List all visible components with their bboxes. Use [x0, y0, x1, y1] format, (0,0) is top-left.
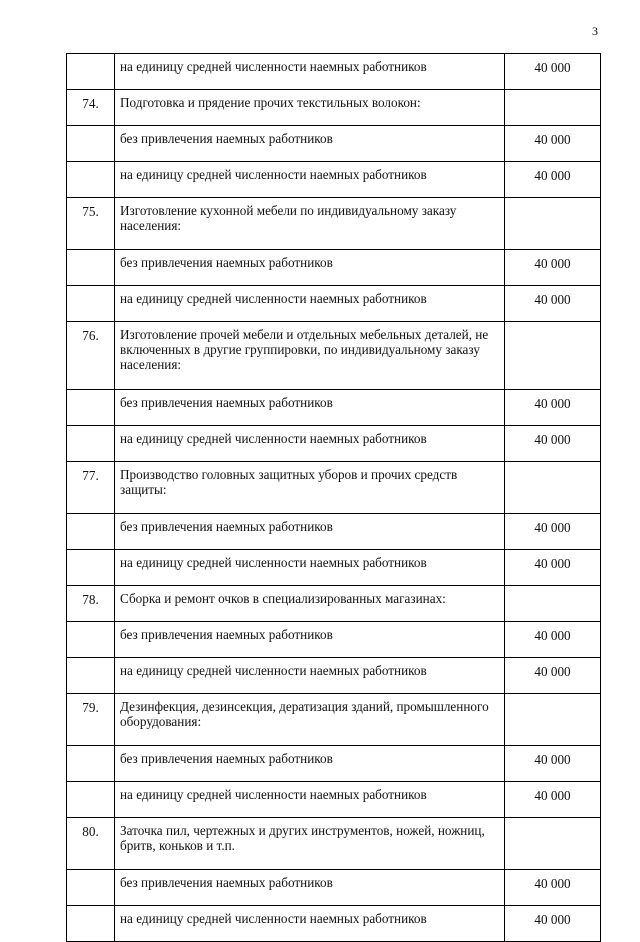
row-number: [67, 658, 115, 694]
row-value: [505, 322, 601, 390]
row-value: 40 000: [505, 622, 601, 658]
table-row: [67, 126, 601, 162]
row-description: на единицу средней численности наемных работников: [115, 54, 505, 90]
table-row: [67, 586, 601, 622]
row-description: без привлечения наемных работников: [115, 390, 505, 426]
row-number: [67, 870, 115, 906]
row-number: [67, 906, 115, 942]
table-row: [67, 658, 601, 694]
row-value: 40 000: [505, 54, 601, 90]
row-value: 40 000: [505, 126, 601, 162]
row-number: 79.: [67, 694, 115, 746]
row-description: Подготовка и прядение прочих текстильных волокон:: [115, 90, 505, 126]
table-row: [67, 462, 601, 514]
table-row: [67, 54, 601, 90]
row-value: [505, 818, 601, 870]
row-description: Изготовление прочей мебели и отдельных мебельных деталей, не включенных в другие группировки, по индивидуальному заказу населения:: [115, 322, 505, 390]
row-description: на единицу средней численности наемных работников: [115, 162, 505, 198]
table-row: [67, 162, 601, 198]
row-number: [67, 250, 115, 286]
table-row: [67, 746, 601, 782]
table-row: [67, 322, 601, 390]
row-number: [67, 514, 115, 550]
row-description: без привлечения наемных работников: [115, 622, 505, 658]
row-description: на единицу средней численности наемных работников: [115, 426, 505, 462]
row-description: без привлечения наемных работников: [115, 746, 505, 782]
row-number: [67, 426, 115, 462]
table-row: [67, 426, 601, 462]
table-row: [67, 286, 601, 322]
tariff-table: [66, 53, 601, 942]
row-description: на единицу средней численности наемных работников: [115, 550, 505, 586]
table-row: [67, 782, 601, 818]
row-value: 40 000: [505, 870, 601, 906]
row-number: 74.: [67, 90, 115, 126]
row-description: без привлечения наемных работников: [115, 250, 505, 286]
row-value: 40 000: [505, 250, 601, 286]
table-row: [67, 90, 601, 126]
row-number: [67, 126, 115, 162]
page-number: 3: [592, 24, 598, 38]
row-number: [67, 550, 115, 586]
row-value: 40 000: [505, 390, 601, 426]
row-value: 40 000: [505, 426, 601, 462]
row-description: Производство головных защитных уборов и прочих средств защиты:: [115, 462, 505, 514]
row-value: 40 000: [505, 906, 601, 942]
row-number: 78.: [67, 586, 115, 622]
row-value: [505, 90, 601, 126]
row-description: Заточка пил, чертежных и других инструментов, ножей, ножниц, бритв, коньков и т.п.: [115, 818, 505, 870]
row-value: 40 000: [505, 550, 601, 586]
table-row: [67, 198, 601, 250]
row-description: без привлечения наемных работников: [115, 870, 505, 906]
row-number: [67, 622, 115, 658]
row-number: [67, 54, 115, 90]
row-description: на единицу средней численности наемных работников: [115, 782, 505, 818]
table-row: [67, 622, 601, 658]
row-number: [67, 286, 115, 322]
row-value: 40 000: [505, 746, 601, 782]
table-row: [67, 694, 601, 746]
row-value: [505, 586, 601, 622]
table-row: [67, 250, 601, 286]
row-value: 40 000: [505, 514, 601, 550]
table-row: [67, 514, 601, 550]
row-description: на единицу средней численности наемных работников: [115, 906, 505, 942]
row-description: Дезинфекция, дезинсекция, дератизация зданий, промышленного оборудования:: [115, 694, 505, 746]
row-number: 76.: [67, 322, 115, 390]
row-description: на единицу средней численности наемных работников: [115, 658, 505, 694]
row-number: [67, 746, 115, 782]
table-row: [67, 818, 601, 870]
row-description: без привлечения наемных работников: [115, 514, 505, 550]
row-description: Сборка и ремонт очков в специализированных магазинах:: [115, 586, 505, 622]
row-description: на единицу средней численности наемных работников: [115, 286, 505, 322]
row-description: без привлечения наемных работников: [115, 126, 505, 162]
row-number: 80.: [67, 818, 115, 870]
table-row: [67, 906, 601, 942]
row-value: [505, 198, 601, 250]
row-value: 40 000: [505, 162, 601, 198]
row-value: 40 000: [505, 658, 601, 694]
row-number: [67, 162, 115, 198]
row-value: [505, 694, 601, 746]
row-value: [505, 462, 601, 514]
row-number: 75.: [67, 198, 115, 250]
table-row: [67, 390, 601, 426]
row-value: 40 000: [505, 286, 601, 322]
table-row: [67, 870, 601, 906]
row-value: 40 000: [505, 782, 601, 818]
row-number: 77.: [67, 462, 115, 514]
row-number: [67, 390, 115, 426]
table-row: [67, 550, 601, 586]
row-number: [67, 782, 115, 818]
row-description: Изготовление кухонной мебели по индивидуальному заказу населения:: [115, 198, 505, 250]
